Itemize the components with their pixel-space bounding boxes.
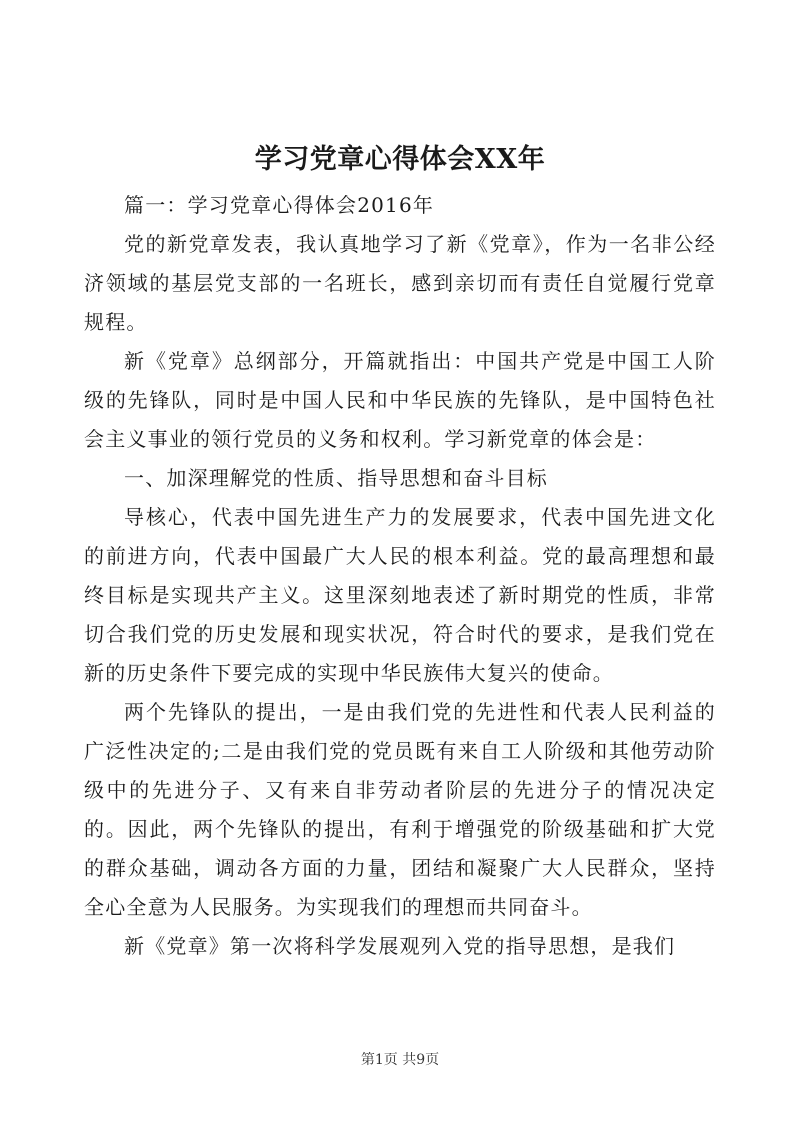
paragraph-scientific-outlook: 新《党章》第一次将科学发展观列入党的指导思想，是我们 — [124, 934, 676, 958]
document-title: 学习党章心得体会XX年 — [254, 144, 546, 175]
paragraph-two-vanguards: 两个先锋队的提出，一是由我们党的先进性和代表人民利益的广泛性决定的;二是由我们党的党员既有来自工人阶级和其他劳动阶级中的先进分子、又有来自非劳动者阶层的先进分子的情况决定的。因此，两个先锋队的提出，有利于增强党的阶级基础和扩大党的群众基础，调动各方面的力量，团结和凝聚广大人民群众，坚持全心全意为人民服务。为实现我们的理想而共同奋斗。 — [84, 700, 716, 919]
paragraph-intro: 党的新党章发表，我认真地学习了新《党章》，作为一名非公经济领域的基层党支部的一名班长，感到亲切而有责任自觉履行党章规程。 — [84, 232, 716, 334]
paragraph-section-heading: 篇一：学习党章心得体会2016年 — [124, 193, 435, 217]
page-indicator: 第1页 共9页 — [360, 1052, 440, 1068]
page-footer — [0, 1050, 800, 1070]
paragraph-general-outline: 新《党章》总纲部分，开篇就指出：中国共产党是中国工人阶级的先锋队，同时是中国人民和中华民族的先锋队，是中国特色社会主义事业的领行党员的义务和权利。学习新党章的体会是： — [84, 349, 716, 451]
document-body — [84, 186, 716, 966]
paragraph-party-nature: 导核心，代表中国先进生产力的发展要求，代表中国先进文化的前进方向，代表中国最广大人民的根本利益。党的最高理想和最终目标是实现共产主义。这里深刻地表述了新时期党的性质，非常切合我们党的历史发展和现实状况，符合时代的要求，是我们党在新的历史条件下要完成的实现中华民族伟大复兴的使命。 — [84, 505, 716, 685]
paragraph-subheading-one: 一、加深理解党的性质、指导思想和奋斗目标 — [124, 466, 548, 490]
